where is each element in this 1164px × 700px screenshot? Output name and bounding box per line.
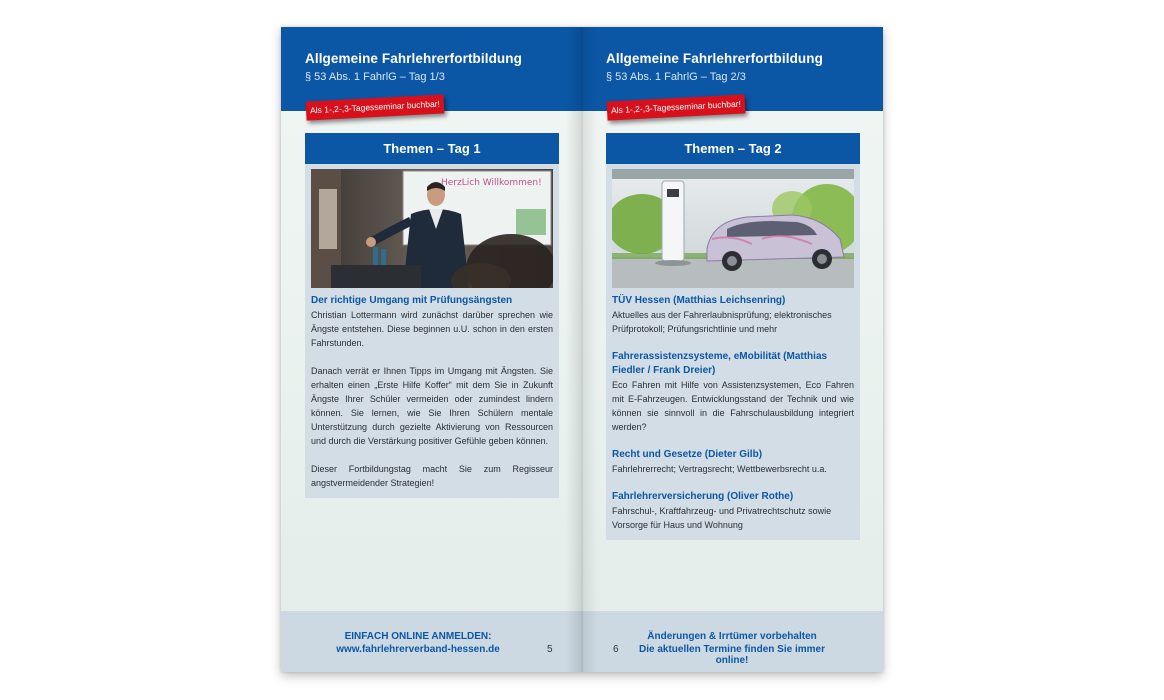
page-footer	[582, 611, 883, 672]
seminar-stamp: Als 1-,2-,3-Tagesseminar buchbar!	[306, 94, 445, 120]
section-paragraph: Eco Fahren mit Hilfe von Assistenzsystemen, Eco Fahren mit E-Fahrzeugen. Entwicklungsstand der Technik und wie können sie sinnvoll in die Fahrschulausbildung integriert werden?	[612, 380, 854, 432]
seminar-stamp: Als 1-,2-,3-Tagesseminar buchbar!	[607, 94, 746, 120]
topics-card	[305, 133, 559, 498]
ev-charging-photo	[612, 169, 854, 288]
section-title: Fahrerassistenzsysteme, eMobilität (Matthias Fiedler / Frank Dreier)	[612, 351, 828, 376]
page-number: 5	[547, 644, 553, 655]
header-title: Allgemeine Fahrlehrerfortbildung	[305, 51, 522, 66]
page-right	[582, 27, 883, 672]
section-title: Der richtige Umgang mit Prüfungsängsten	[311, 295, 513, 306]
section-paragraph: Aktuelles aus der Fahrerlaubnisprüfung; elektronisches Prüfprotokoll; Prüfungsrichtlinie und mehr	[612, 310, 832, 334]
section-paragraph: Christian Lottermann wird zunächst darüber sprechen wie Ängste entstehen. Diese beginnen u.U. schon in den ersten Fahrstunden.	[311, 310, 553, 348]
page-left	[281, 27, 582, 672]
topics-card	[606, 133, 860, 540]
screen-text: HerzLich Willkommen!	[441, 178, 542, 188]
header-subtitle: § 53 Abs. 1 FahrlG – Tag 1/3	[305, 71, 445, 83]
header-subtitle: § 53 Abs. 1 FahrlG – Tag 2/3	[606, 71, 746, 83]
footer-disclaimer: Änderungen & Irrtümer vorbehalten	[647, 631, 817, 642]
footer-url[interactable]: www.fahrlehrerverband-hessen.de	[336, 644, 500, 655]
header-title: Allgemeine Fahrlehrerfortbildung	[606, 51, 823, 66]
card-body	[606, 288, 860, 540]
footer-cta: EINFACH ONLINE ANMELDEN:	[344, 631, 492, 642]
card-title: Themen – Tag 2	[606, 133, 860, 164]
brochure-spread	[281, 27, 883, 672]
card-title: Themen – Tag 1	[305, 133, 559, 164]
section-title: Recht und Gesetze (Dieter Gilb)	[612, 449, 763, 460]
page-number: 6	[613, 644, 619, 655]
section-title: Fahrlehrerversicherung (Oliver Rothe)	[612, 491, 794, 502]
card-body	[305, 288, 559, 498]
section-paragraph: Fahrlehrerrecht; Vertragsrecht; Wettbewerbsrecht u.a.	[612, 464, 827, 474]
footer-note: Die aktuellen Termine finden Sie immer online!	[639, 644, 825, 666]
section-paragraph: Fahrschul-, Kraftfahrzeug- und Privatrechtschutz sowie Vorsorge für Haus und Wohnung	[612, 506, 832, 530]
section-paragraph: Dieser Fortbildungstag macht Sie zum Regisseur angstvermeidender Strategien!	[311, 464, 553, 488]
section-title: TÜV Hessen (Matthias Leichsenring)	[612, 295, 786, 306]
section-paragraph: Danach verrät er Ihnen Tipps im Umgang mit Ängsten. Sie erhalten einen „Erste Hilfe Koffer“ mit dem Sie in Zukunft Ängste Ihrer Schüler vermeiden oder zumindest lindern können. Sie lernen, wie Sie Ihren Schülern mentale Unterstützung durch gezielte Aktivierung von Ressourcen und durch die Verstärkung positiver Gefühle geben können.	[311, 366, 553, 446]
page-footer	[281, 611, 582, 672]
speaker-photo	[311, 169, 553, 288]
